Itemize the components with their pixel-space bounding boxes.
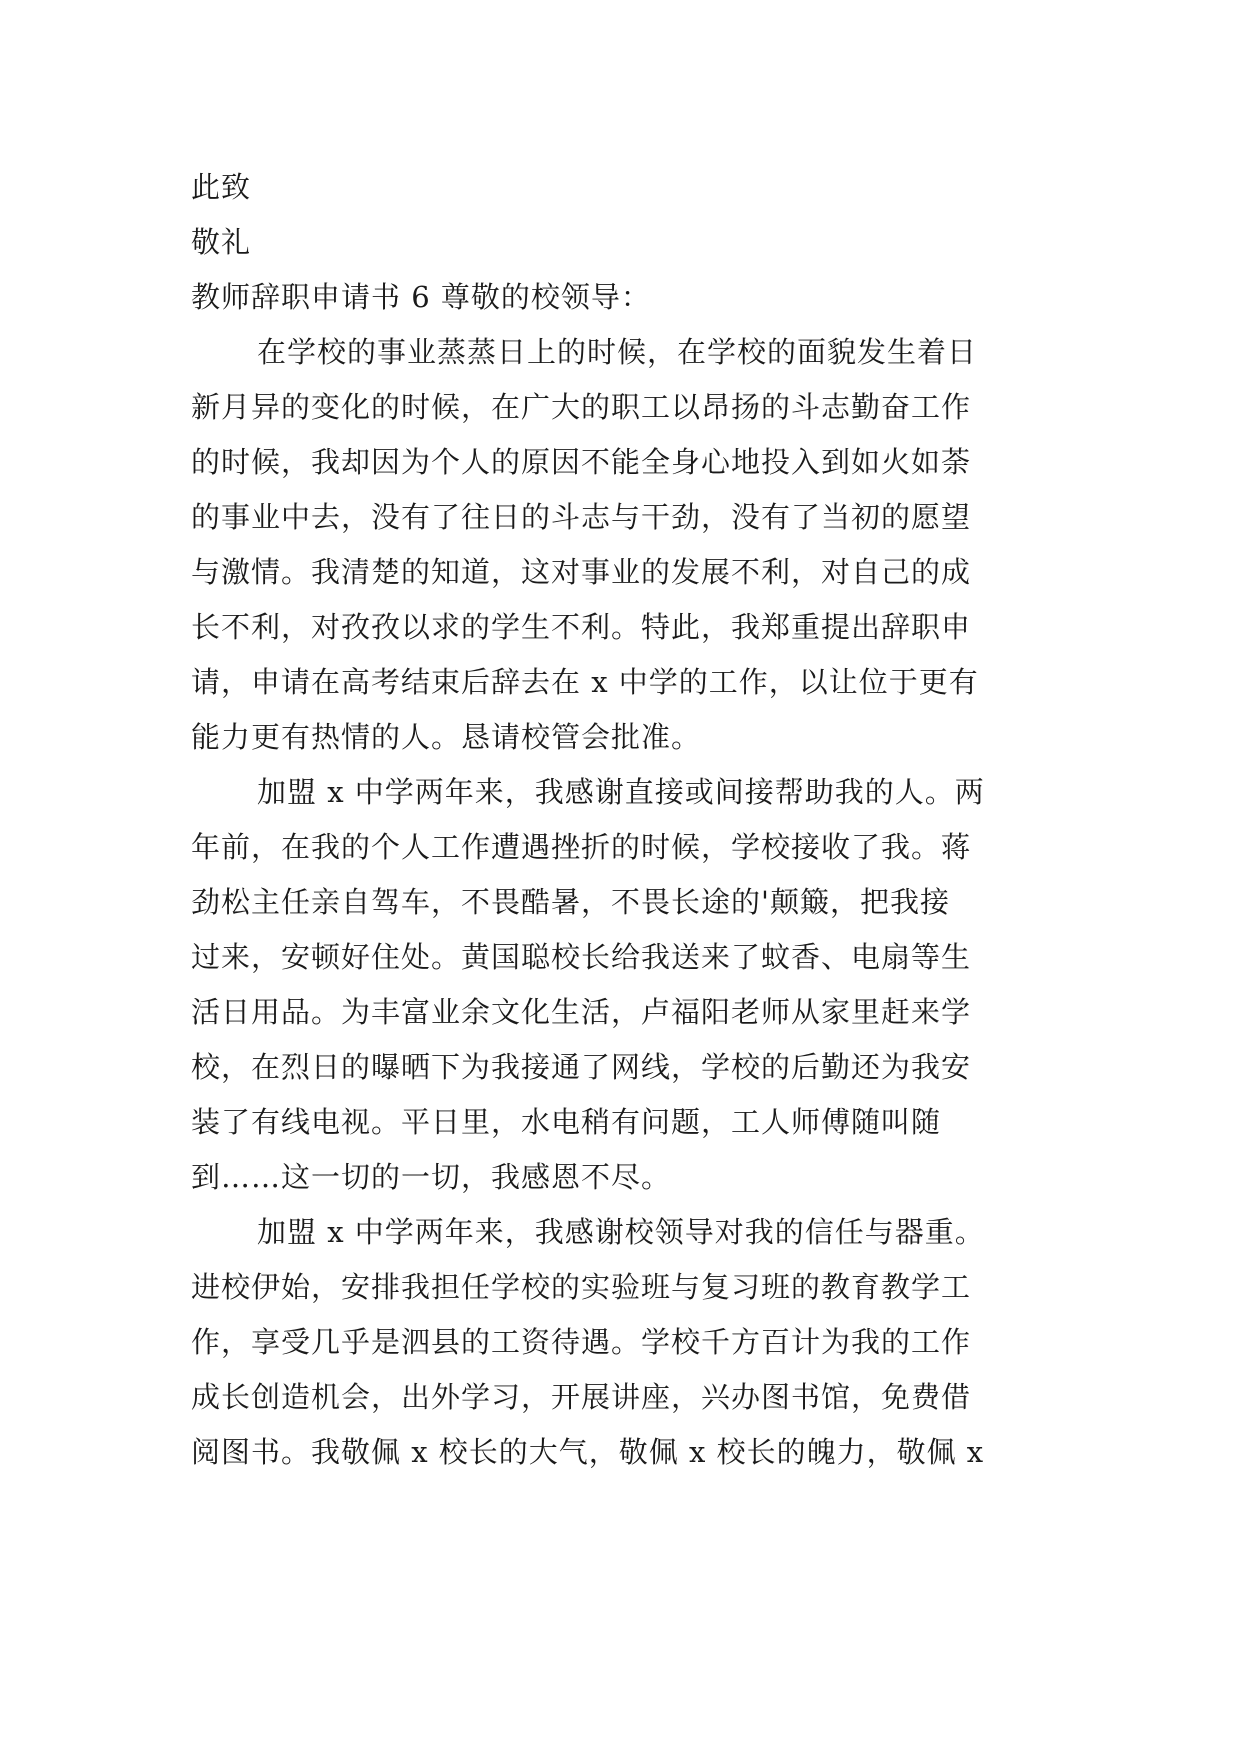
paragraph-2-line-1: 加盟 x 中学两年来，我感谢直接或间接帮助我的人。两: [257, 775, 985, 809]
paragraph-2-line-2: 年前，在我的个人工作遭遇挫折的时候，学校接收了我。蒋: [191, 830, 972, 864]
closing-phrase: 此致: [191, 170, 252, 204]
paragraph-2-line-7: 装了有线电视。平日里，水电稍有问题，工人师傅随叫随: [191, 1105, 942, 1139]
document-body: [191, 160, 1061, 1480]
paragraph-3-line-2: 进校伊始，安排我担任学校的实验班与复习班的教育教学工: [191, 1270, 972, 1304]
paragraph-3-line-4: 成长创造机会，出外学习，开展讲座，兴办图书馆，免费借: [191, 1380, 972, 1414]
paragraph-1-line-6: 长不利，对孜孜以求的学生不利。特此，我郑重提出辞职申: [191, 610, 972, 644]
paragraph-1-line-3: 的时候，我却因为个人的原因不能全身心地投入到如火如荼: [191, 445, 972, 479]
paragraph-3-line-5: 阅图书。我敬佩 x 校长的大气，敬佩 x 校长的魄力，敬佩 x: [191, 1435, 985, 1469]
paragraph-1-line-7: 请，申请在高考结束后辞去在 x 中学的工作，以让位于更有: [191, 665, 979, 699]
paragraph-1-line-1: 在学校的事业蒸蒸日上的时候，在学校的面貌发生着日: [257, 335, 978, 369]
closing-salutation: 敬礼: [191, 225, 252, 259]
paragraph-3-line-1: 加盟 x 中学两年来，我感谢校领导对我的信任与器重。: [257, 1215, 985, 1249]
paragraph-2-line-8: 到……这一切的一切，我感恩不尽。: [191, 1160, 672, 1194]
paragraph-2-line-5: 活日用品。为丰富业余文化生活，卢福阳老师从家里赶来学: [191, 995, 972, 1029]
paragraph-2-line-4: 过来，安顿好住处。黄国聪校长给我送来了蚊香、电扇等生: [191, 940, 972, 974]
paragraph-2-line-3: 劲松主任亲自驾车，不畏酷暑，不畏长途的'颠簸，把我接: [191, 885, 950, 919]
paragraph-1-line-5: 与激情。我清楚的知道，这对事业的发展不利，对自己的成: [191, 555, 972, 589]
letter-heading: 教师辞职申请书 6 尊敬的校领导：: [191, 280, 651, 314]
paragraph-3-line-3: 作，享受几乎是泗县的工资待遇。学校千方百计为我的工作: [191, 1325, 972, 1359]
paragraph-2-line-6: 校，在烈日的曝晒下为我接通了网线，学校的后勤还为我安: [191, 1050, 972, 1084]
paragraph-1-line-4: 的事业中去，没有了往日的斗志与干劲，没有了当初的愿望: [191, 500, 972, 534]
paragraph-1-line-2: 新月异的变化的时候，在广大的职工以昂扬的斗志勤奋工作: [191, 390, 972, 424]
paragraph-1-line-8: 能力更有热情的人。恳请校管会批准。: [191, 720, 702, 754]
